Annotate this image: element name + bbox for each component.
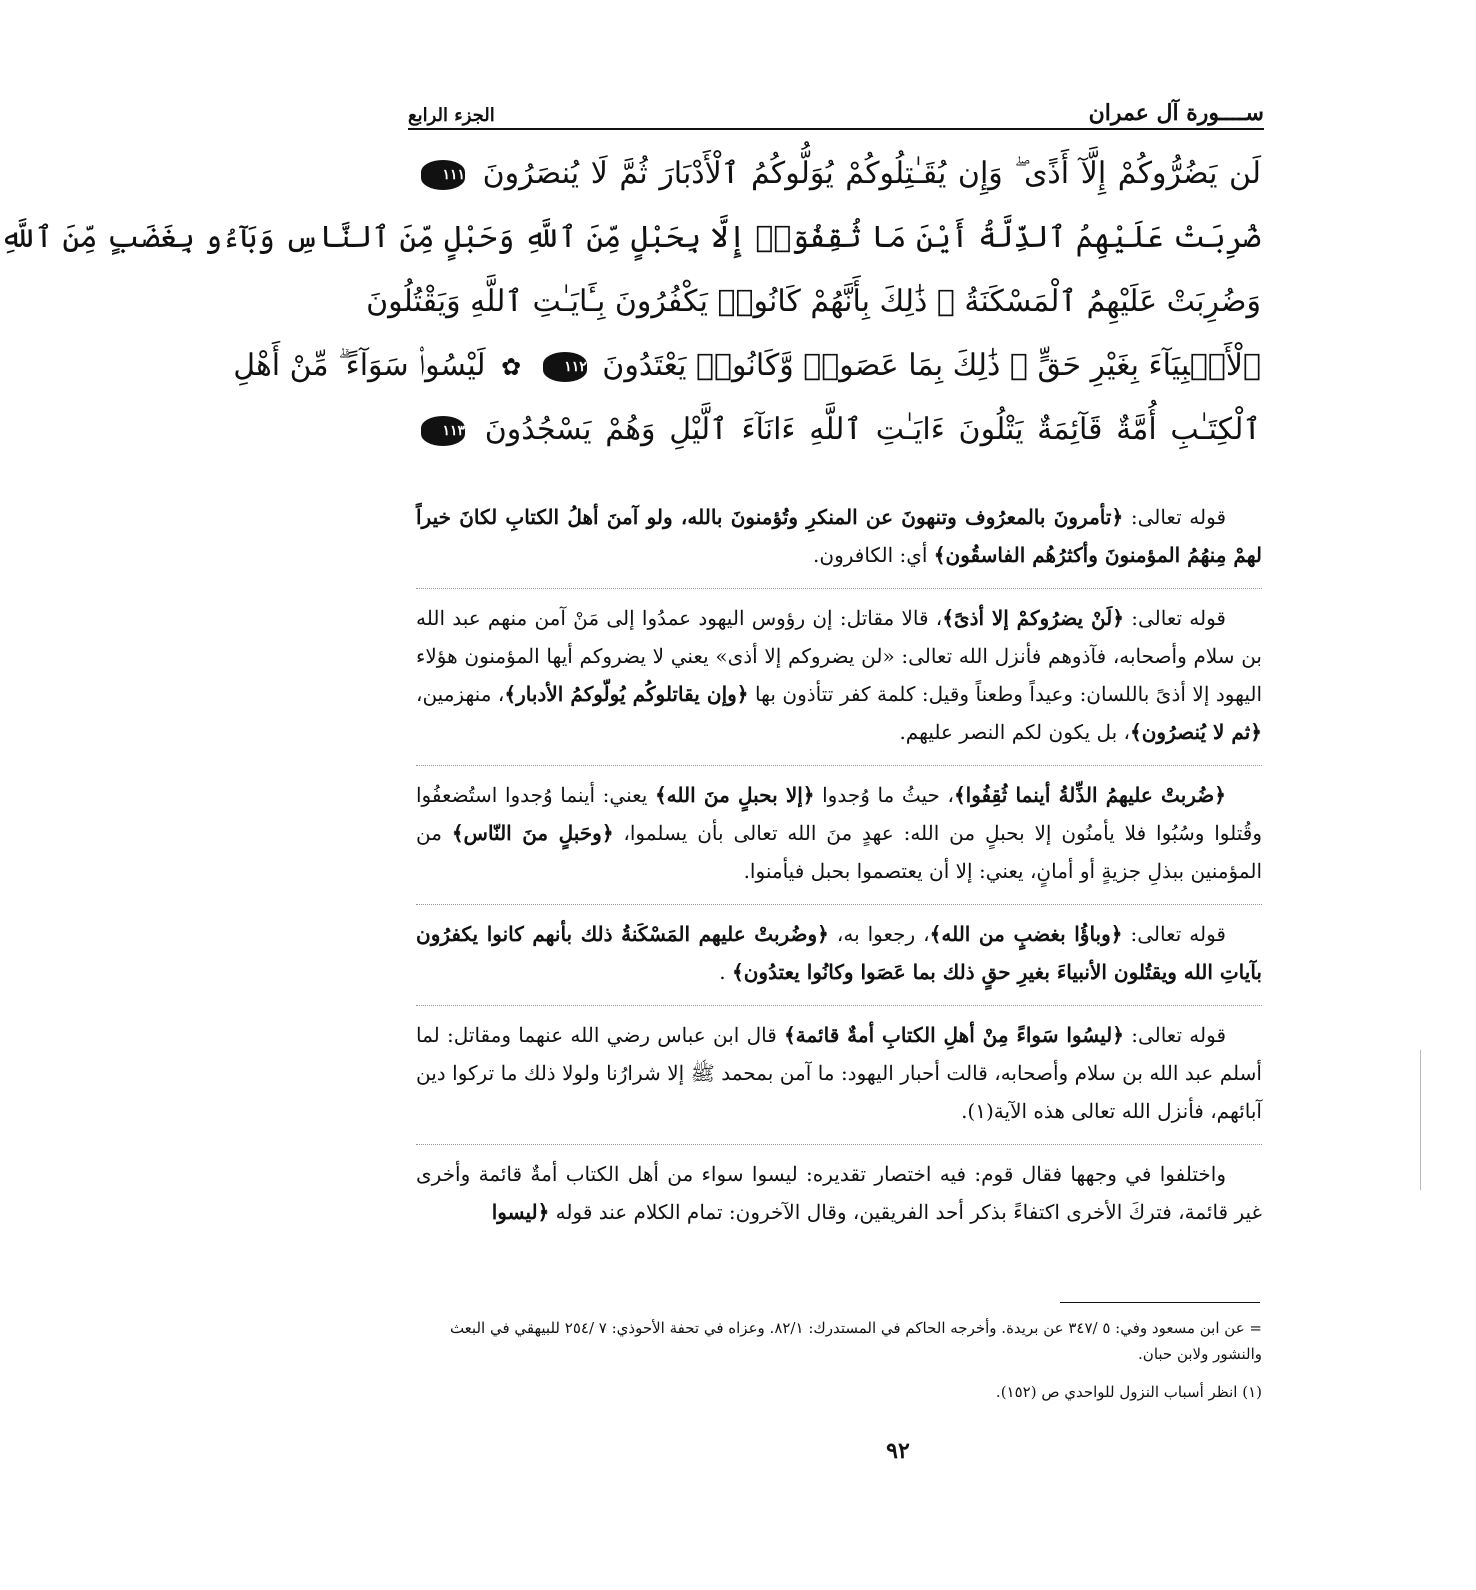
page-number: ٩٢ xyxy=(886,1438,910,1464)
tafsir-paragraph xyxy=(416,1155,1262,1231)
quran-line xyxy=(233,334,1261,398)
hizb-star-icon: ✿ xyxy=(501,353,522,381)
paragraph-intro: قوله تعالى: xyxy=(1122,922,1226,946)
tafsir-paragraph xyxy=(416,1016,1262,1130)
header-divider xyxy=(408,128,1264,130)
paragraph-text: من المؤمنين ببذلِ جزيةٍ أو أمانٍ، يعني: إلا أن يعتصموا بحبل فيأمنوا. xyxy=(416,821,1262,883)
quran-quote: ﴿ثم لا يُنصرُون﴾ xyxy=(1130,720,1262,744)
quran-line xyxy=(0,206,1261,270)
quran-line xyxy=(415,142,1261,206)
quran-line-text: ٱلْكِتَـٰبِ أُمَّةٌ قَآئِمَةٌ يَتْلُونَ ءَايَـٰتِ ٱللَّهِ ءَانَآءَ ٱلَّيْلِ وَهُمْ يَسْجُدُونَ xyxy=(484,412,1261,447)
quran-line-text: ٱلْأَنۢبِيَآءَ بِغَيْرِ حَقٍّ ۚ ذَٰلِكَ بِمَا عَصَوا۟ وَّكَانُوا۟ يَعْتَدُونَ xyxy=(602,348,1261,383)
paragraph-separator xyxy=(416,904,1262,905)
quran-line-text: وَضُرِبَتْ عَلَيْهِمُ ٱلْمَسْكَنَةُ ۚ ذَٰلِكَ بِأَنَّهُمْ كَانُوا۟ يَكْفُرُونَ بِـَٔايَـٰتِ ٱللَّهِ وَيَقْتُلُونَ xyxy=(366,284,1261,319)
paragraph-text: ، قالا مقاتل: إن رؤوس اليهود عمدُوا إلى مَنْ آمن منهم عبد الله بن سلام وأصحابه، فآذوهم فأنزل الله تعالى: «لن يضروكم إلا أذى» يعني لا يضروكم أيها المؤمنون هؤلاء اليهود إلا أذىً باللسان: وعيداً وطعناً وقيل: كلمة كفر تتأذون بها xyxy=(416,606,1263,706)
tafsir-body xyxy=(416,498,1262,1245)
quran-quote: ﴿ليسوا xyxy=(491,1200,550,1224)
quran-quote: ﴿وباؤُا بغضبٍ من الله﴾ xyxy=(929,922,1123,946)
paragraph-text: . xyxy=(719,960,732,984)
paragraph-text: يعني: أينما وُجدوا استُضعفُوا وقُتلوا وسُبُوا فلا يأمنُون إلا بحبلٍ من الله: عهدٍ منَ الله تعالى بأن يسلموا، xyxy=(416,783,1262,845)
paragraph-text: قال ابن عباس رضي الله عنهما ومقاتل: لما أسلم عبد الله بن سلام وأصحابه، قالت أحبار اليهود: ما آمن بمحمد ﷺ إلا شرارُنا ولولا ذلك ما تركوا دين آبائهم، فأنزل الله تعالى هذه الآية(١). xyxy=(416,1023,1262,1123)
quran-quote: ﴿إلا بحبلٍ منَ الله﴾ xyxy=(654,783,815,807)
quran-verses-block xyxy=(0,142,1261,462)
paragraph-intro: قوله تعالى: xyxy=(1123,505,1227,529)
quran-line-text: لَن يَضُرُّوكُمْ إِلَّآ أَذًى ۖ وَإِن يُقَـٰتِلُوكُمْ يُوَلُّوكُمُ ٱلْأَدْبَارَ ثُمَّ لَا يُنصَرُونَ xyxy=(482,156,1261,191)
paragraph-separator xyxy=(416,588,1262,589)
footnotes xyxy=(416,1315,1262,1417)
quran-quote: ﴿ضُربتْ عليهمُ الذِّلةُ أينما ثُقِفُوا﴾ xyxy=(953,783,1226,807)
tafsir-paragraph xyxy=(416,776,1262,890)
paragraph-intro: قوله تعالى: xyxy=(1124,606,1226,630)
quran-line-tail: لَيْسُوا۟ سَوَآءً ۗ مِّنْ أَهْلِ xyxy=(233,348,486,383)
page-header xyxy=(408,86,1264,126)
tafsir-paragraph xyxy=(416,915,1262,991)
quran-quote: ﴿وحَبلٍ منَ النّاس﴾ xyxy=(451,821,614,845)
quran-line xyxy=(415,398,1261,462)
tafsir-paragraph xyxy=(416,599,1262,751)
paragraph-text: ، بل يكون لكم النصر عليهم. xyxy=(899,720,1131,744)
quran-quote: ﴿لَنْ يضرُوكمْ إلا أذىً﴾ xyxy=(942,606,1124,630)
juz-title: الجزء الرابع xyxy=(408,105,495,126)
quran-quote: ﴿وإن يقاتلوكُم يُولّوكمُ الأدبار﴾ xyxy=(504,682,749,706)
paragraph-text: أي: الكافرون. xyxy=(813,543,934,567)
footnote-divider xyxy=(1060,1302,1260,1303)
aya-number-marker: ١١١ xyxy=(421,160,465,190)
paragraph-text: ، منهزمين، xyxy=(416,682,505,706)
paragraph-text: ، رجعوا به، xyxy=(828,922,930,946)
paragraph-separator xyxy=(416,1005,1262,1006)
paragraph-separator xyxy=(416,1144,1262,1145)
paragraph-text: ، حيثُ ما وُجدوا xyxy=(814,783,954,807)
quran-line xyxy=(366,270,1261,334)
paragraph-separator xyxy=(416,765,1262,766)
footnote-continuation: = عن ابن مسعود وفي: ٥ /٣٤٧ عن بريدة. وأخرجه الحاكم في المستدرك: ٨٢/١. وعزاه في تحفة الأحوذي: ٧ /٢٥٤ للبيهقي في البعث والنشور ولابن حبان. xyxy=(449,1319,1262,1363)
tafsir-paragraph xyxy=(416,498,1262,574)
quran-quote: ﴿تأمرونَ بالمعرُوف وتنهونَ عن المنكرِ وتُؤمنونَ بالله، ولو آمنَ أهلُ الكتابِ لكانَ خيراً لهمْ مِنهُمُ المؤمنونَ وأكثرُهُم الفاسقُون﴾ xyxy=(416,505,1262,567)
aya-number-marker: ١١٣ xyxy=(421,416,465,446)
paragraph-intro: قوله تعالى: xyxy=(1123,1023,1226,1047)
quran-quote: ﴿وضُربتْ عليهم المَسْكَنةُ ذلك بأنهم كانوا يكفرُون بآياتِ الله ويقتُلون الأنبياءَ بغيرِ حقٍ ذلك بما عَصَوا وكانُوا يعتدُون﴾ xyxy=(416,922,1262,984)
quran-quote: ﴿ليسُوا سَواءً مِنْ أهلِ الكتابِ أمةٌ قائمة﴾ xyxy=(784,1023,1124,1047)
margin-line xyxy=(1420,1050,1421,1190)
footnote-1: (١) انظر أسباب النزول للواحدي ص (١٥٢). xyxy=(995,1383,1262,1401)
aya-number-marker: ١١٢ xyxy=(543,352,587,382)
quran-line-text: ضُرِبَتْ عَلَيْهِمُ ٱلذِّلَّةُ أَيْنَ مَا ثُقِفُوٓا۟ إِلَّا بِحَبْلٍ مِّنَ ٱللَّهِ وَحَبْلٍ مِّنَ ٱلنَّاسِ وَبَآءُو بِغَضَبٍ مِّنَ ٱللَّهِ xyxy=(0,220,1261,255)
surah-title: ســــورة آل عمران xyxy=(1088,100,1264,126)
paragraph-text: واختلفوا في وجهها فقال قوم: فيه اختصار تقديره: ليسوا سواء من أهل الكتاب أمةٌ قائمة وأخرى غير قائمة، فتركَ الأخرى اكتفاءً بذكر أحد الفريقين، وقال الآخرون: تمام الكلام عند قوله xyxy=(416,1162,1262,1224)
